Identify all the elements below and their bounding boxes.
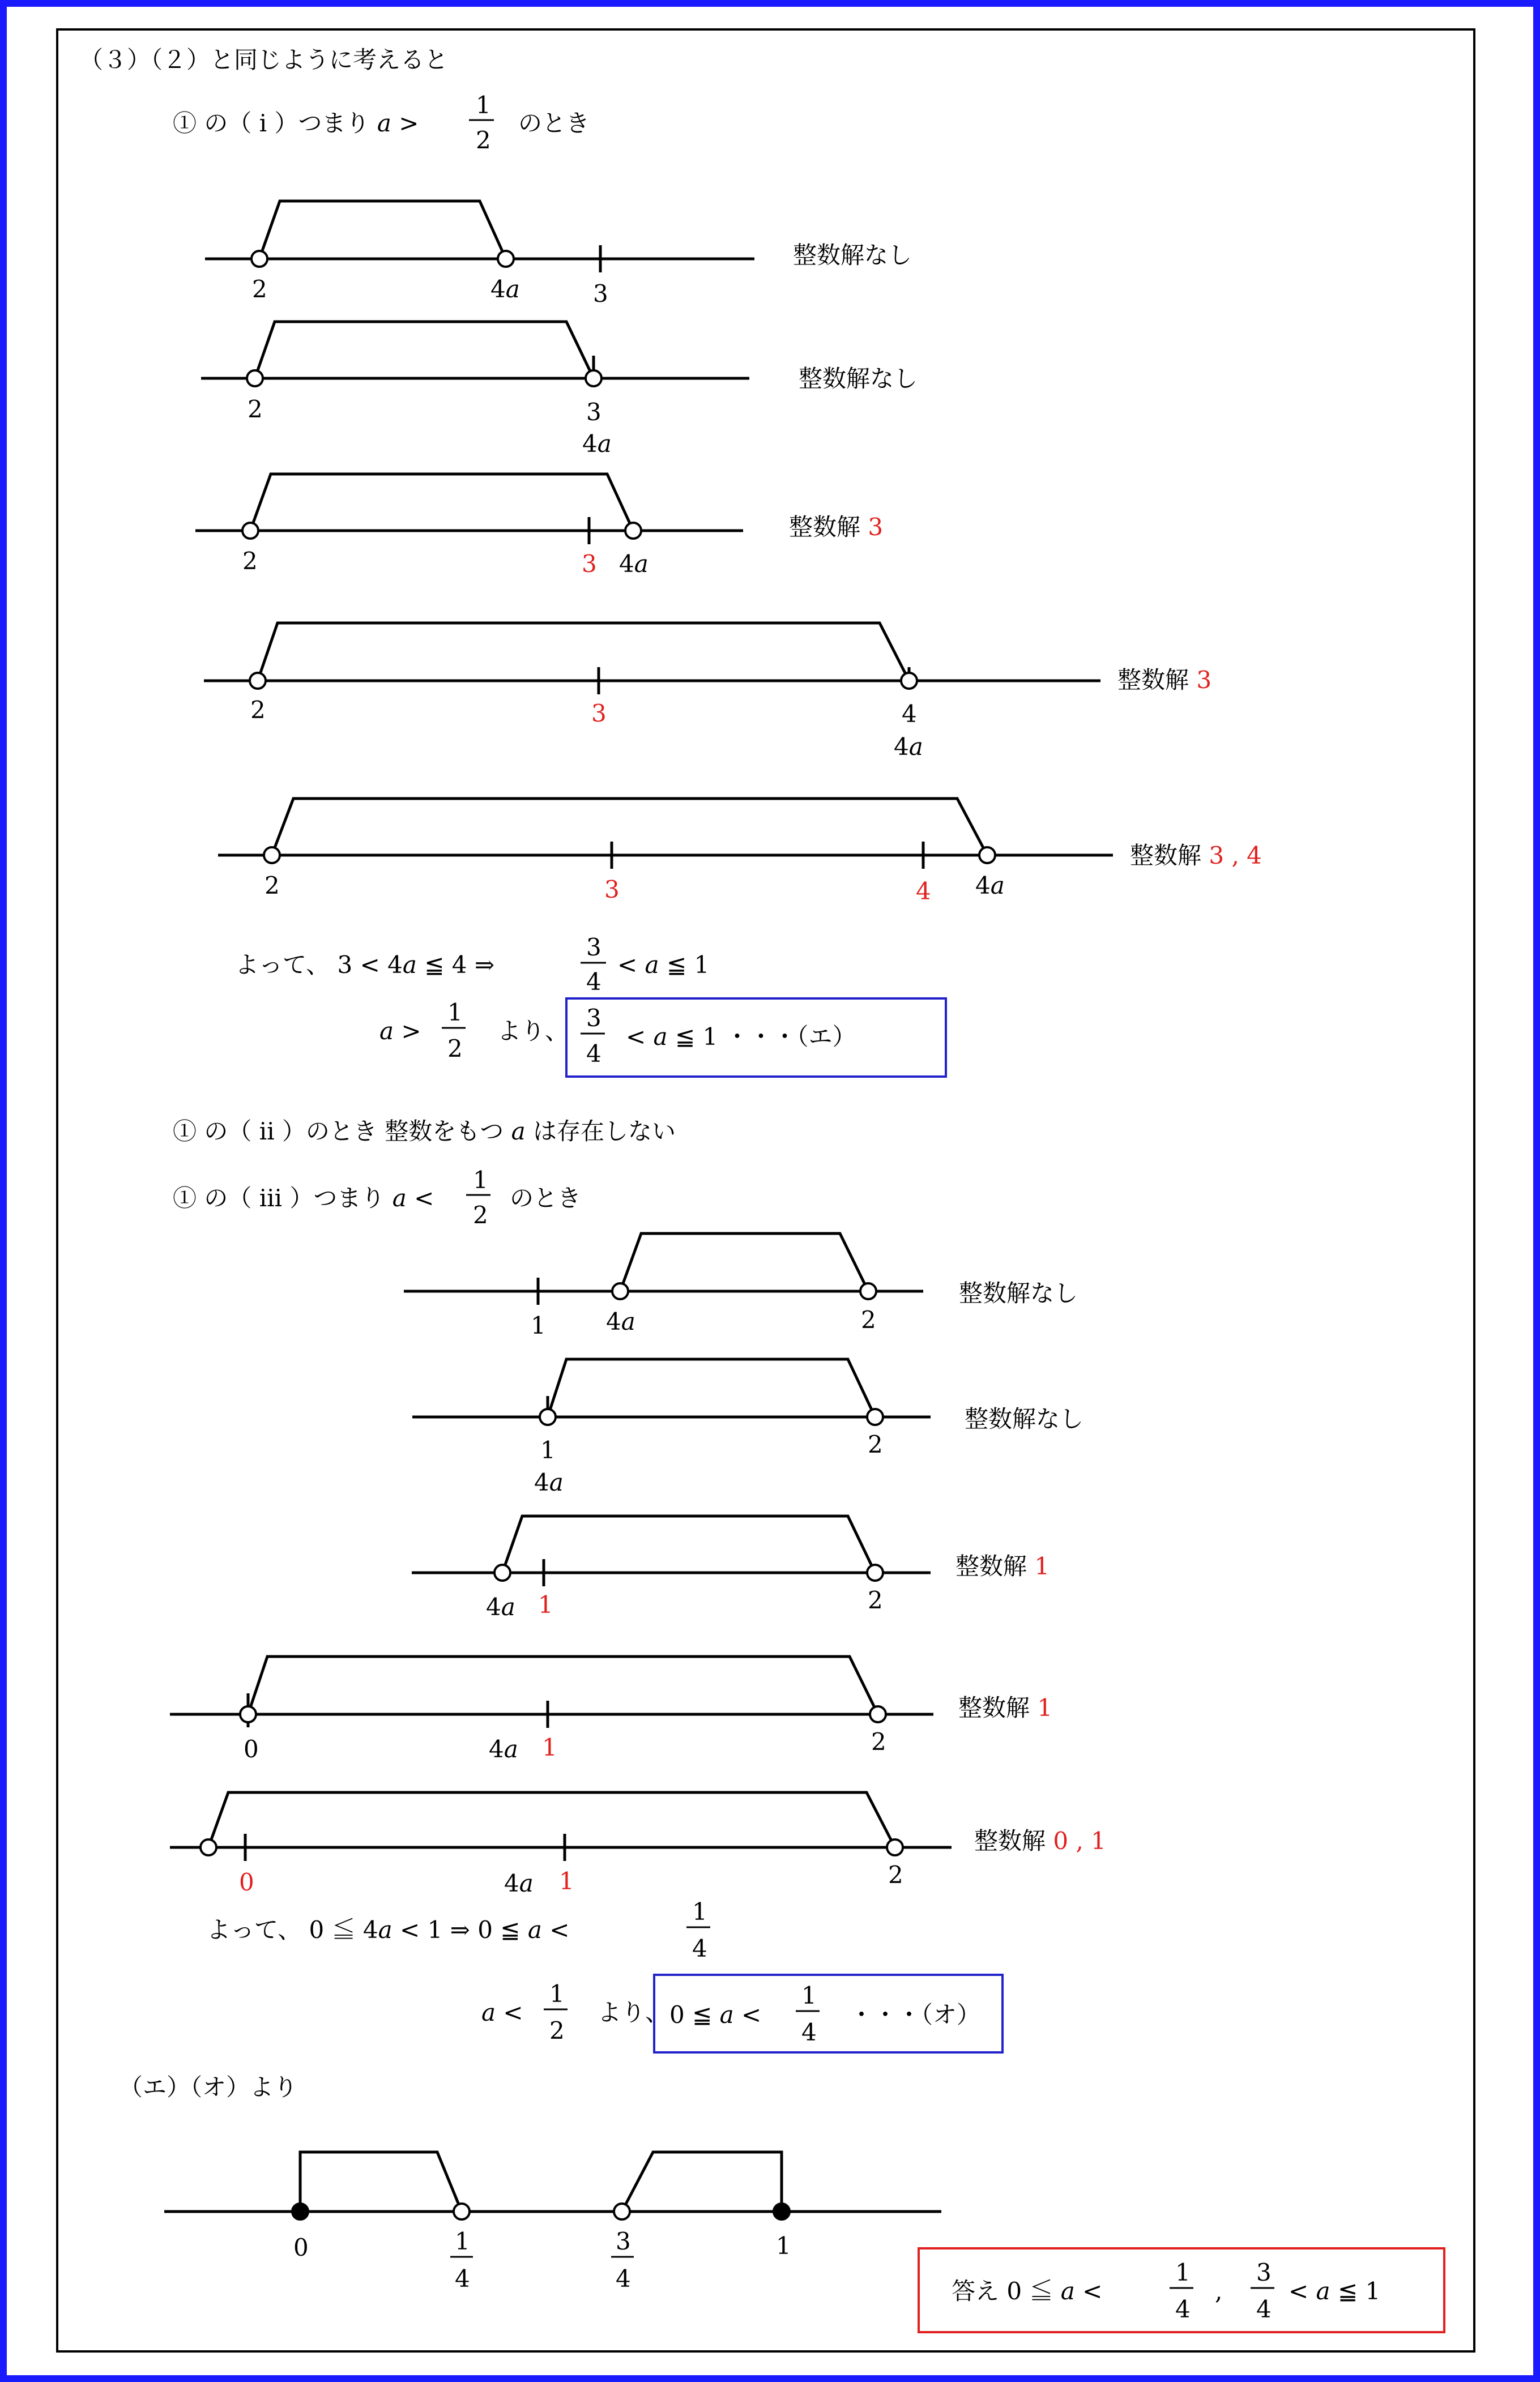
svg-text:3: 3 [586,1004,602,1032]
open-point [242,523,258,539]
case-iii-title [173,1166,581,1229]
open-point [612,1283,628,1299]
open-point [614,2204,630,2219]
case-i-title-text: ① の（ ⅰ ）つまり a > [173,109,419,137]
tick-label: 4 [455,2265,470,2293]
open-point [251,251,267,267]
open-point [586,370,602,386]
svg-text:4: 4 [1175,2295,1191,2323]
tick-label: 2 [888,1861,903,1889]
tick-label: 1 [455,2227,470,2255]
svg-text:1: 1 [1175,2259,1191,2286]
open-point [901,673,917,689]
combine-text: （エ）（オ）より [119,2073,298,2101]
case-i-frac-num: 1 [476,91,491,119]
svg-text:2: 2 [549,2017,565,2044]
svg-text:より、: より、 [598,1999,669,2026]
open-point [887,1839,903,1855]
tick-label: 4 [902,700,917,728]
svg-text:1: 1 [549,1980,565,2008]
svg-text:① の（ ⅲ ）つまり a <: ① の（ ⅲ ）つまり a < [173,1184,434,1212]
svg-text:a >: a > [379,1017,421,1045]
tick-label: 2 [252,275,267,303]
svg-text:a <: a < [481,1999,523,2026]
svg-text:2: 2 [447,1035,463,1062]
tick-label: 2 [265,872,280,899]
tick-label: 1 [540,1436,556,1464]
open-point [250,673,266,689]
open-point [870,1706,886,1722]
number-line-iii-1 [404,1233,1078,1339]
tick-label-red: 3 [591,699,607,727]
svg-text:1: 1 [447,998,463,1026]
case-i-conclusion [235,933,709,996]
tick-label: 2 [250,696,266,724]
svg-text:1: 1 [473,1166,488,1194]
svg-text:4: 4 [1256,2295,1272,2323]
svg-text:・・・（オ）: ・・・（オ） [850,2001,981,2029]
svg-text:4: 4 [692,1935,707,1962]
result-label: 整数解なし [959,1279,1078,1307]
tick-label: 2 [861,1306,876,1334]
tick-label: 4a [975,872,1005,899]
tick-label-red: 0 [239,1868,254,1896]
tick-label: 4a [489,1735,518,1763]
tick-label: 1 [531,1312,546,1339]
tick-label: 2 [242,547,258,575]
result-label: 整数解 1 [955,1552,1050,1580]
case-i-frac-den: 2 [476,126,491,154]
case-i-title [173,91,590,154]
number-line-i-3 [195,474,883,578]
open-point [867,1409,883,1425]
svg-text:0 ≦ a <: 0 ≦ a < [669,2001,762,2029]
number-line-i-4 [204,623,1211,761]
open-point [247,370,263,386]
svg-text:より、: より、 [497,1017,569,1045]
open-point [498,251,514,267]
open-point [860,1283,876,1299]
svg-text:4: 4 [801,2018,817,2046]
open-point [494,1565,510,1581]
tick-label: 4a [894,733,923,761]
svg-text:のとき: のとき [518,109,590,137]
tick-label: 2 [248,395,263,423]
svg-text:4: 4 [586,968,602,996]
tick-label: 3 [593,280,608,308]
svg-text:よって、 0 ≦ 4a < 1 ⇒ 0 ≦ a: よって、 0 ≦ 4a < 1 ⇒ 0 ≦ a < [207,1916,570,1944]
result-label: 整数解 1 [958,1694,1053,1722]
tick-label: 3 [616,2227,631,2255]
tick-label: 0 [244,1735,259,1763]
open-point [867,1565,883,1581]
tick-label-red: 1 [538,1591,553,1619]
result-label: 整数解 3 , 4 [1130,842,1262,869]
tick-label: 4a [582,430,612,458]
number-line-i-2 [201,322,918,458]
final-answer [919,2248,1444,2332]
result-label: 整数解 3 [1117,666,1212,694]
svg-text:のとき: のとき [510,1184,582,1212]
svg-text:1: 1 [692,1898,707,1926]
svg-text:< a ≦ 1: < a ≦ 1 [1289,2277,1381,2305]
number-line-i-5 [218,799,1262,905]
tick-label: 2 [871,1728,886,1756]
svg-text:1: 1 [801,1982,817,2009]
open-point [979,847,995,863]
open-point [264,847,280,863]
svg-text:2: 2 [473,1201,488,1229]
open-point [540,1409,556,1425]
tick-label: 3 [586,398,602,426]
tick-label-red: 1 [559,1867,574,1895]
open-point [240,1706,256,1722]
result-label: 整数解 0 , 1 [974,1827,1106,1855]
svg-text:3: 3 [586,933,602,961]
open-point [625,523,641,539]
tick-label: 2 [868,1586,883,1614]
case-iii-answer-row [481,1975,1003,2052]
svg-text:4: 4 [586,1040,602,1068]
result-label: 整数解なし [965,1405,1084,1433]
tick-label: 4a [504,1869,534,1897]
tick-label-red: 4 [916,877,931,905]
number-line-iii-2 [412,1359,1083,1496]
open-point [201,1839,216,1855]
tick-label-red: 3 [582,550,597,578]
closed-point [292,2204,308,2219]
closed-point [774,2204,790,2219]
tick-label-red: 1 [542,1734,557,1761]
svg-text:,: , [1215,2277,1223,2305]
tick-label: 0 [293,2234,309,2261]
case-iii-conclusion [207,1898,710,1962]
svg-text:< a ≦ 1 ・・・（エ）: < a ≦ 1 ・・・（エ） [626,1023,856,1051]
number-line-iii-4 [170,1657,1052,1763]
svg-text:よって、 3 < 4a ≦ 4 ⇒: よって、 3 < 4a ≦ 4 ⇒ [235,951,495,979]
tick-label: 4a [534,1469,564,1496]
case-i-answer-row [379,998,946,1077]
case-ii-text: ① の（ ⅱ ）のとき 整数をもつ a は存在しない [173,1117,676,1145]
result-label: 整数解なし [793,241,912,269]
tick-label: 4a [619,550,649,578]
number-line-i-1 [205,201,912,308]
number-line-iii-3 [412,1516,1050,1621]
tick-label: 4 [616,2265,631,2293]
svg-text:答え 0 ≦ a <: 答え 0 ≦ a < [952,2277,1103,2305]
svg-text:3: 3 [1256,2259,1272,2286]
tick-label: 2 [868,1431,883,1458]
final-number-line [164,2152,941,2293]
tick-label: 1 [776,2232,791,2260]
result-label: 整数解 3 [789,513,884,541]
svg-text:< a ≦ 1: < a ≦ 1 [617,951,710,979]
number-line-iii-5 [170,1792,1106,1897]
tick-label: 4a [606,1308,635,1335]
result-label: 整数解なし [799,365,918,392]
header-text: （３）（２）と同じように考えると [79,46,449,74]
tick-label: 4a [490,275,520,303]
tick-label: 4a [486,1593,515,1621]
open-point [454,2204,470,2219]
tick-label-red: 3 [604,876,620,903]
